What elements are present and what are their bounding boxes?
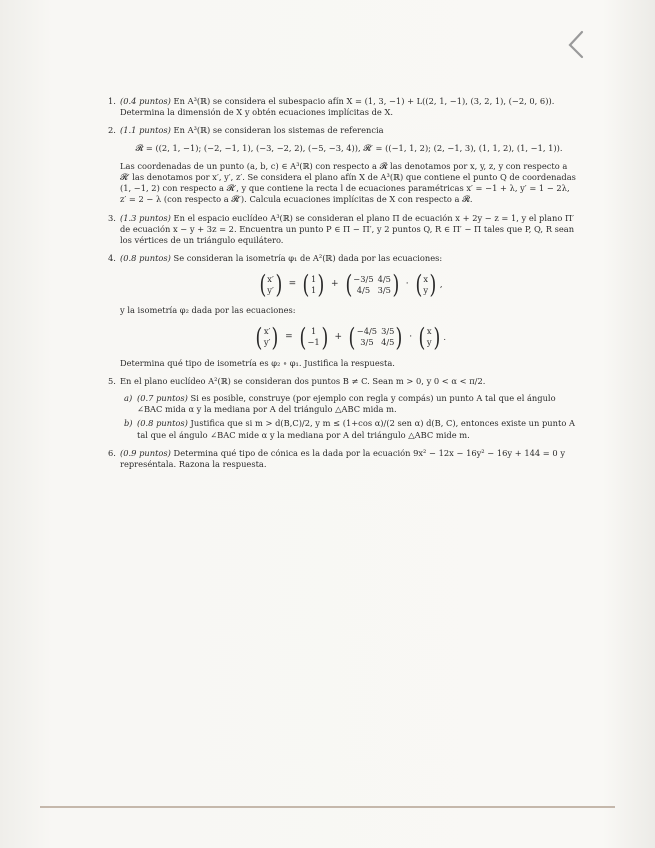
matrix-entry: 1 (310, 326, 317, 337)
equals-sign: = (285, 331, 293, 342)
equals-sign: = (288, 279, 297, 290)
problem-5 (108, 376, 578, 441)
problem-number: 5. (108, 375, 116, 386)
matrix-entry: 4/5 (381, 337, 395, 348)
exam-content (108, 96, 578, 477)
matrix-entry: 1 (310, 284, 317, 295)
problem-mid-text: y la isometría φ₂ dada por las ecuaciones: (120, 305, 296, 316)
problem-text: En el plano euclídeo A²(ℝ) se consideran dos puntos B ≠ C. Sean m > 0, y 0 < α < π/2. (120, 375, 486, 386)
linear-matrix: ( −3/5 4/5 4/5 3/5 ) (344, 270, 400, 300)
problem-text: Las coordenadas de un punto (a, b, c) ∈ A³(ℝ) con respecto a 𝓡 las denotamos por x, y, z, y con respecto a 𝓡′ las denotamos por x′, y′, z′. Se considera el plano afín X de A³(ℝ) que contiene el punto Q de coordenadas (1, −1, 2) con respecto a 𝓡′, y que contiene la recta l de ecuaciones paramétricas x′ = −1 + λ, y′ = 1 − 2λ, z′ = 2 − λ (con respecto a 𝓡′). Calcula ecuaciones implícitas de X con respecto a 𝓡. (120, 160, 576, 205)
matrix-entry: y (423, 284, 429, 295)
problem-text: En el espacio euclídeo A³(ℝ) se consideran el plano Π de ecuación x + 2y − z = 1, y el plano Π′ de ecuación x − y + 3z = 2. Encuentra un punto P ∈ Π − Π′, y 2 puntos Q, R ∈ Π′ − Π tales que P, Q, R sean los vértices de un triángulo equilátero. (120, 212, 575, 246)
subproblem-a (120, 393, 578, 415)
matrix-entry: 1 (310, 273, 317, 284)
matrix-entry: y′ (267, 284, 274, 295)
isometry-1-equation (120, 270, 578, 300)
problem-number: 3. (108, 212, 116, 223)
problem-4 (108, 253, 578, 369)
plus-sign: + (334, 331, 343, 342)
dot-sign: · (405, 279, 409, 290)
problem-3 (108, 213, 578, 247)
lhs-vector: ( x′ y′ ) (258, 270, 283, 300)
punctuation: . (443, 331, 446, 342)
problem-points: (0.8 puntos) (120, 253, 171, 264)
subproblem-label: a) (124, 393, 133, 404)
problem-points: (0.8 puntos) (137, 418, 188, 429)
problem-6 (108, 448, 578, 470)
plus-sign: + (330, 279, 339, 290)
dot-sign: · (409, 331, 413, 342)
problem-points: (1.3 puntos) (120, 212, 171, 223)
problem-number: 1. (108, 96, 116, 106)
matrix-entry: 3/5 (377, 284, 391, 295)
pen-mark-icon (566, 30, 584, 60)
punctuation: , (439, 279, 443, 290)
problem-intro: En A³(ℝ) se consideran los sistemas de referencia (170, 125, 384, 136)
subproblem-text: Si es posible, construye (por ejemplo con regla y compás) un punto A tal que el ángulo ∠BAC mida α y la mediana por A del triángulo △ABC mida m. (137, 393, 556, 415)
subproblem-text: Justifica que si m > d(B,C)/2, y m ≤ (1+cos α)/(2 sen α) d(B, C), entonces existe un punto A tal que el ángulo ∠BAC mide α y la mediana por A del triángulo △ABC mide m. (137, 418, 575, 440)
problem-2 (108, 125, 578, 205)
matrix-entry: 4/5 (356, 284, 371, 295)
problem-number: 4. (108, 253, 116, 264)
isometry-2-equation (120, 322, 578, 352)
variable-vector: ( x y ) (418, 322, 440, 352)
matrix-entry: 3/5 (360, 337, 374, 348)
matrix-entry: −3/5 (353, 273, 374, 284)
lhs-vector: ( x′ y′ ) (255, 322, 279, 352)
matrix-entry: x (426, 326, 432, 337)
problem-intro: Se consideran la isometría φ₁ de A²(ℝ) dada por las ecuaciones: (170, 253, 443, 264)
matrix-entry: −1 (307, 337, 320, 348)
problem-points: (0.4 puntos) (120, 96, 171, 106)
problem-number: 2. (108, 125, 116, 136)
matrix-entry: y′ (263, 337, 271, 348)
matrix-entry: x′ (263, 326, 271, 337)
variable-vector: ( x y ) (415, 270, 437, 300)
page-bottom-edge (40, 806, 615, 808)
translation-vector: ( 1 1 ) (302, 270, 325, 300)
matrix-entry: 3/5 (381, 326, 395, 337)
linear-matrix: ( −4/5 3/5 3/5 4/5 ) (348, 322, 403, 352)
matrix-entry: x′ (267, 273, 274, 284)
matrix-entry: x (423, 273, 429, 284)
problem-points: (0.9 puntos) (120, 447, 171, 458)
translation-vector: ( 1 −1 ) (299, 322, 329, 352)
problem-points: (1.1 puntos) (120, 125, 171, 136)
matrix-entry: −4/5 (356, 326, 378, 337)
problem-text: Determina qué tipo de cónica es la dada por la ecuación 9x² − 12x − 16y² − 16y + 144 = 0 y represéntala. Razona la respuesta. (120, 447, 566, 470)
matrix-entry: y (426, 337, 432, 348)
problem-1 (108, 96, 578, 118)
problem-text: En A³(ℝ) se considera el subespacio afín X = (1, 3, −1) + L((2, 1, −1), (3, 2, 1), (−2, 0, 6)). Determina la dimensión de X y obtén ecuaciones implícitas de X. (120, 96, 555, 118)
matrix-entry: 4/5 (377, 273, 391, 284)
subproblem-label: b) (124, 418, 133, 429)
problem-end-text: Determina qué tipo de isometría es φ₂ ∘ φ₁. Justifica la respuesta. (120, 357, 395, 368)
reference-systems-equation: 𝓡 = ((2, 1, −1); (−2, −1, 1), (−3, −2, 2), (−5, −3, 4)), 𝓡′ = ((−1, 1, 2); (2, −1, 3), (1, 1, 2), (1, −1, 1)). (135, 142, 563, 153)
problem-points: (0.7 puntos) (137, 393, 188, 404)
problem-number: 6. (108, 447, 116, 458)
subproblem-b (120, 418, 578, 440)
